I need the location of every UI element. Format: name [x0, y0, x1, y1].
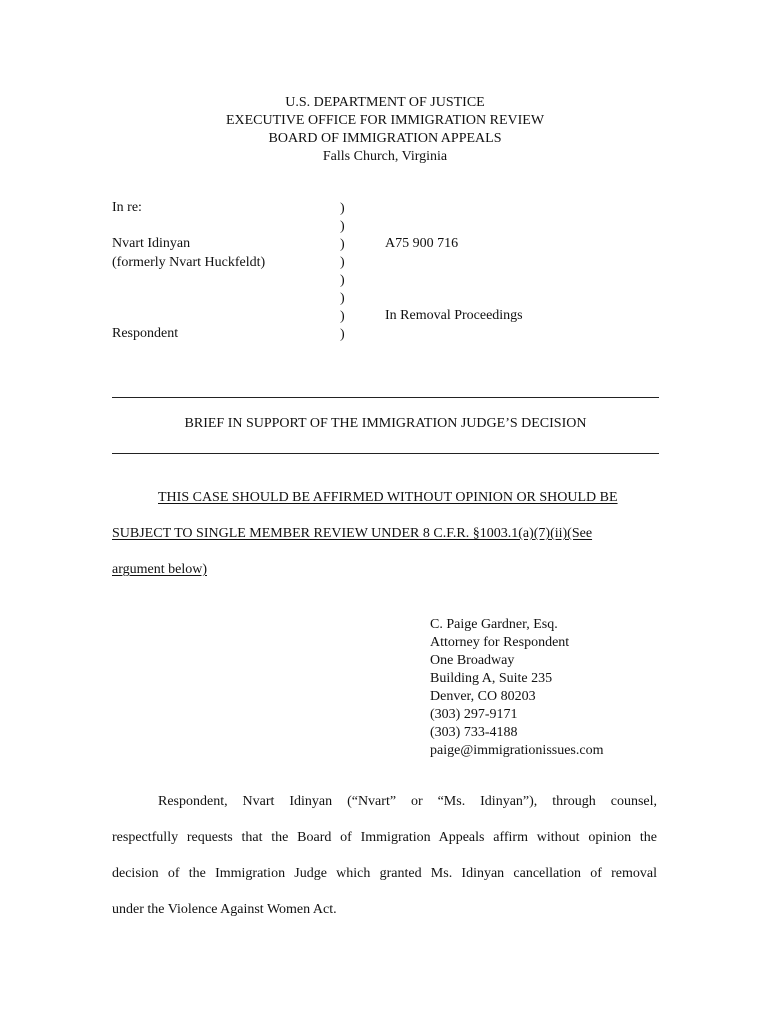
heading-line-3: argument below) — [112, 562, 207, 577]
body-paragraph-line-4: under the Violence Against Women Act. — [112, 902, 337, 917]
attorney-phone-2: (303) 733-4188 — [430, 725, 518, 740]
attorney-building: Building A, Suite 235 — [430, 671, 553, 686]
caption-respondent-label: Respondent — [112, 326, 179, 341]
header-department: U.S. DEPARTMENT OF JUSTICE — [285, 95, 485, 110]
body-paragraph-line-3: decision of the Immigration Judge which granted Ms. Idinyan cancellation of removal — [112, 866, 657, 881]
attorney-phone-1: (303) 297-9171 — [430, 707, 518, 722]
header-location: Falls Church, Virginia — [322, 149, 448, 164]
body-paragraph-line-1: Respondent, Nvart Idinyan (“Nvart” or “Ms. Idinyan”), through counsel, — [158, 794, 657, 809]
case-caption — [112, 200, 672, 350]
attorney-street: One Broadway — [430, 653, 515, 668]
caption-in-re: In re: — [112, 200, 142, 215]
title-bottom-rule — [112, 453, 659, 454]
caption-paren: ) — [340, 237, 345, 252]
caption-paren: ) — [340, 291, 345, 306]
caption-paren: ) — [340, 219, 345, 234]
title-top-rule — [112, 397, 659, 398]
attorney-name: C. Paige Gardner, Esq. — [430, 617, 558, 632]
attorney-signature-block — [430, 616, 603, 760]
court-header — [0, 94, 770, 166]
attorney-city: Denver, CO 80203 — [430, 689, 536, 704]
caption-paren: ) — [340, 273, 345, 288]
header-board: BOARD OF IMMIGRATION APPEALS — [268, 131, 502, 146]
body-paragraph-line-2: respectfully requests that the Board of Immigration Appeals affirm without opinion the — [112, 830, 657, 845]
caption-former-name: (formerly Nvart Huckfeldt) — [112, 255, 266, 270]
caption-paren: ) — [340, 255, 345, 270]
brief-title: BRIEF IN SUPPORT OF THE IMMIGRATION JUDGE’S DECISION — [184, 416, 587, 431]
heading-line-2: SUBJECT TO SINGLE MEMBER REVIEW UNDER 8 C.F.R. §1003.1(a)(7)(ii)(See — [112, 526, 593, 541]
attorney-email: paige@immigrationissues.com — [430, 743, 604, 758]
attorney-role: Attorney for Respondent — [430, 635, 570, 650]
caption-respondent-name: Nvart Idinyan — [112, 236, 191, 251]
proceedings-type: In Removal Proceedings — [385, 308, 523, 323]
alien-number: A75 900 716 — [385, 236, 459, 251]
heading-line-1: THIS CASE SHOULD BE AFFIRMED WITHOUT OPINION OR SHOULD BE — [158, 490, 618, 505]
caption-paren: ) — [340, 327, 345, 342]
caption-paren: ) — [340, 201, 345, 216]
caption-paren: ) — [340, 309, 345, 324]
header-office: EXECUTIVE OFFICE FOR IMMIGRATION REVIEW — [225, 113, 545, 128]
